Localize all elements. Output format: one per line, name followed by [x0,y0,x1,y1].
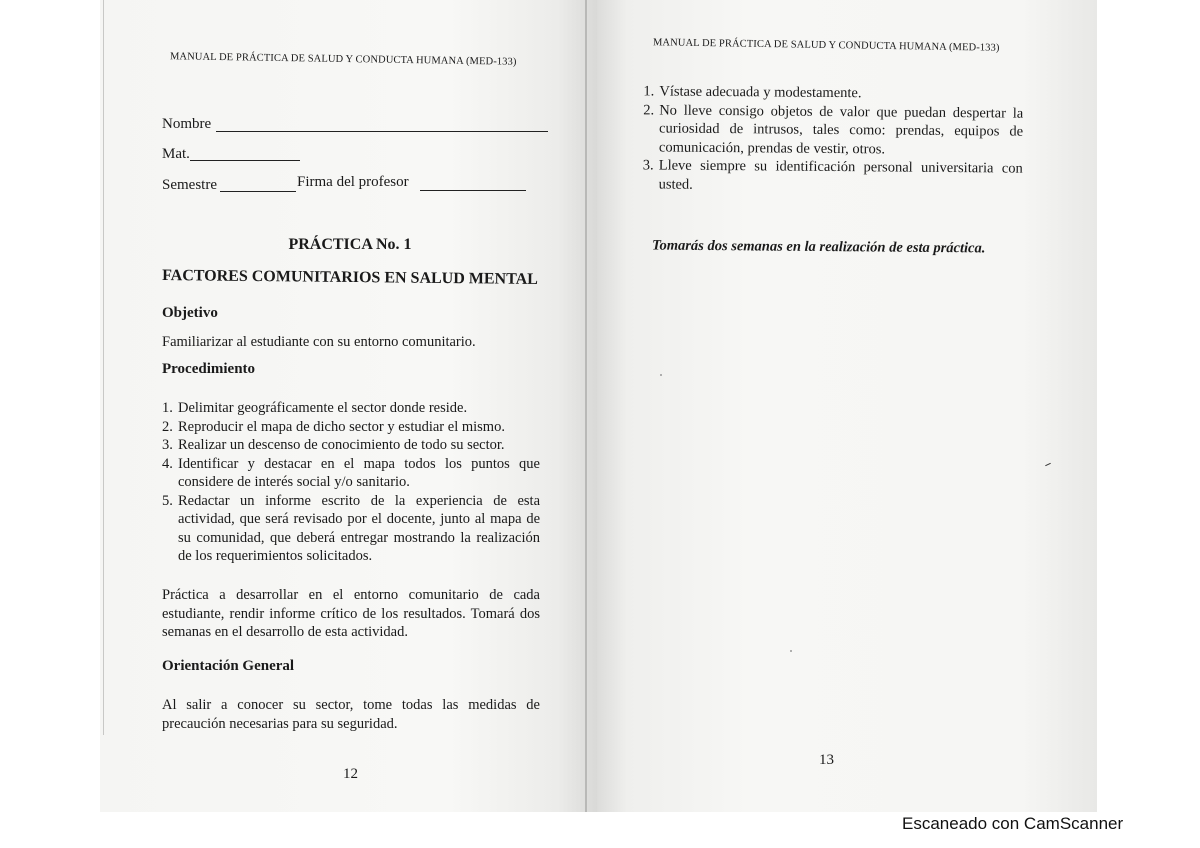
left-page-number: 12 [343,766,358,782]
semestre-line [220,191,296,192]
procedimiento-list [162,399,540,566]
procedimiento-heading: Procedimiento [162,361,256,377]
scan-speck [790,650,792,652]
objetivo-text: Familiarizar al estudiante con su entorno comunitario. [162,334,476,350]
list-item: 1. Delimitar geográficamente el sector donde reside. [162,400,468,416]
practice-title: FACTORES COMUNITARIOS EN SALUD MENTAL [162,267,538,288]
orientacion-text: Al salir a conocer su sector, tome todas las medidas de precaución necesarias para su seguridad. [162,697,540,732]
precaution-list [643,82,1024,196]
list-item: 4. Identificar y destacar en el mapa todos los puntos que considere de interés social y/o sanitario. [162,455,540,490]
right-page-number: 13 [819,752,834,768]
left-page [100,0,597,812]
list-item: 3. Realizar un descenso de conocimiento de todo su sector. [162,437,505,453]
practice-paragraph: Práctica a desarrollar en el entorno comunitario de cada estudiante, rendir informe crítico de los resultados. Tomará dos semanas en el desarrollo de esta actividad. [162,587,540,640]
right-page [597,0,1097,812]
list-item: 3. Lleve siempre su identificación personal universitaria con usted. [642,157,1023,193]
orientacion-heading: Orientación General [162,658,295,674]
semestre-label: Semestre [162,177,217,193]
duration-note: Tomarás dos semanas en la realización de esta práctica. [651,237,986,257]
firma-line [420,190,526,191]
scan-speck [1045,463,1051,466]
practice-number: PRÁCTICA No. 1 [288,236,412,253]
page-edge [103,0,104,735]
mat-label: Mat. [162,146,190,162]
list-item: 2. No lleve consigo objetos de valor que puedan despertar la curiosidad de intrusos, tales como: prendas, equipos de comunicación, prendas de vestir, otros. [643,101,1024,157]
nombre-label: Nombre [162,116,212,132]
binding-gutter [585,0,587,812]
nombre-line [216,131,548,132]
mat-line [190,160,300,161]
camscanner-watermark: Escaneado con CamScanner [902,814,1124,833]
objetivo-heading: Objetivo [162,305,218,321]
list-item: 5. Redactar un informe escrito de la experiencia de esta actividad, que será revisado por el docente, junto al mapa de su comunidad, que deberá entregar mostrando la realización de los requerimientos solicitados. [162,492,540,564]
list-item: 1. Vístase adecuada y modestamente. [643,83,862,102]
left-page-header: MANUAL DE PRÁCTICA DE SALUD Y CONDUCTA HUMANA (MED-133) [169,51,517,68]
firma-label: Firma del profesor [297,174,409,190]
scanned-spread [100,0,1097,812]
scan-speck [660,374,662,376]
list-item: 2. Reproducir el mapa de dicho sector y estudiar el mismo. [162,418,505,435]
right-page-header: MANUAL DE PRÁCTICA DE SALUD Y CONDUCTA HUMANA (MED-133) [652,37,1000,54]
